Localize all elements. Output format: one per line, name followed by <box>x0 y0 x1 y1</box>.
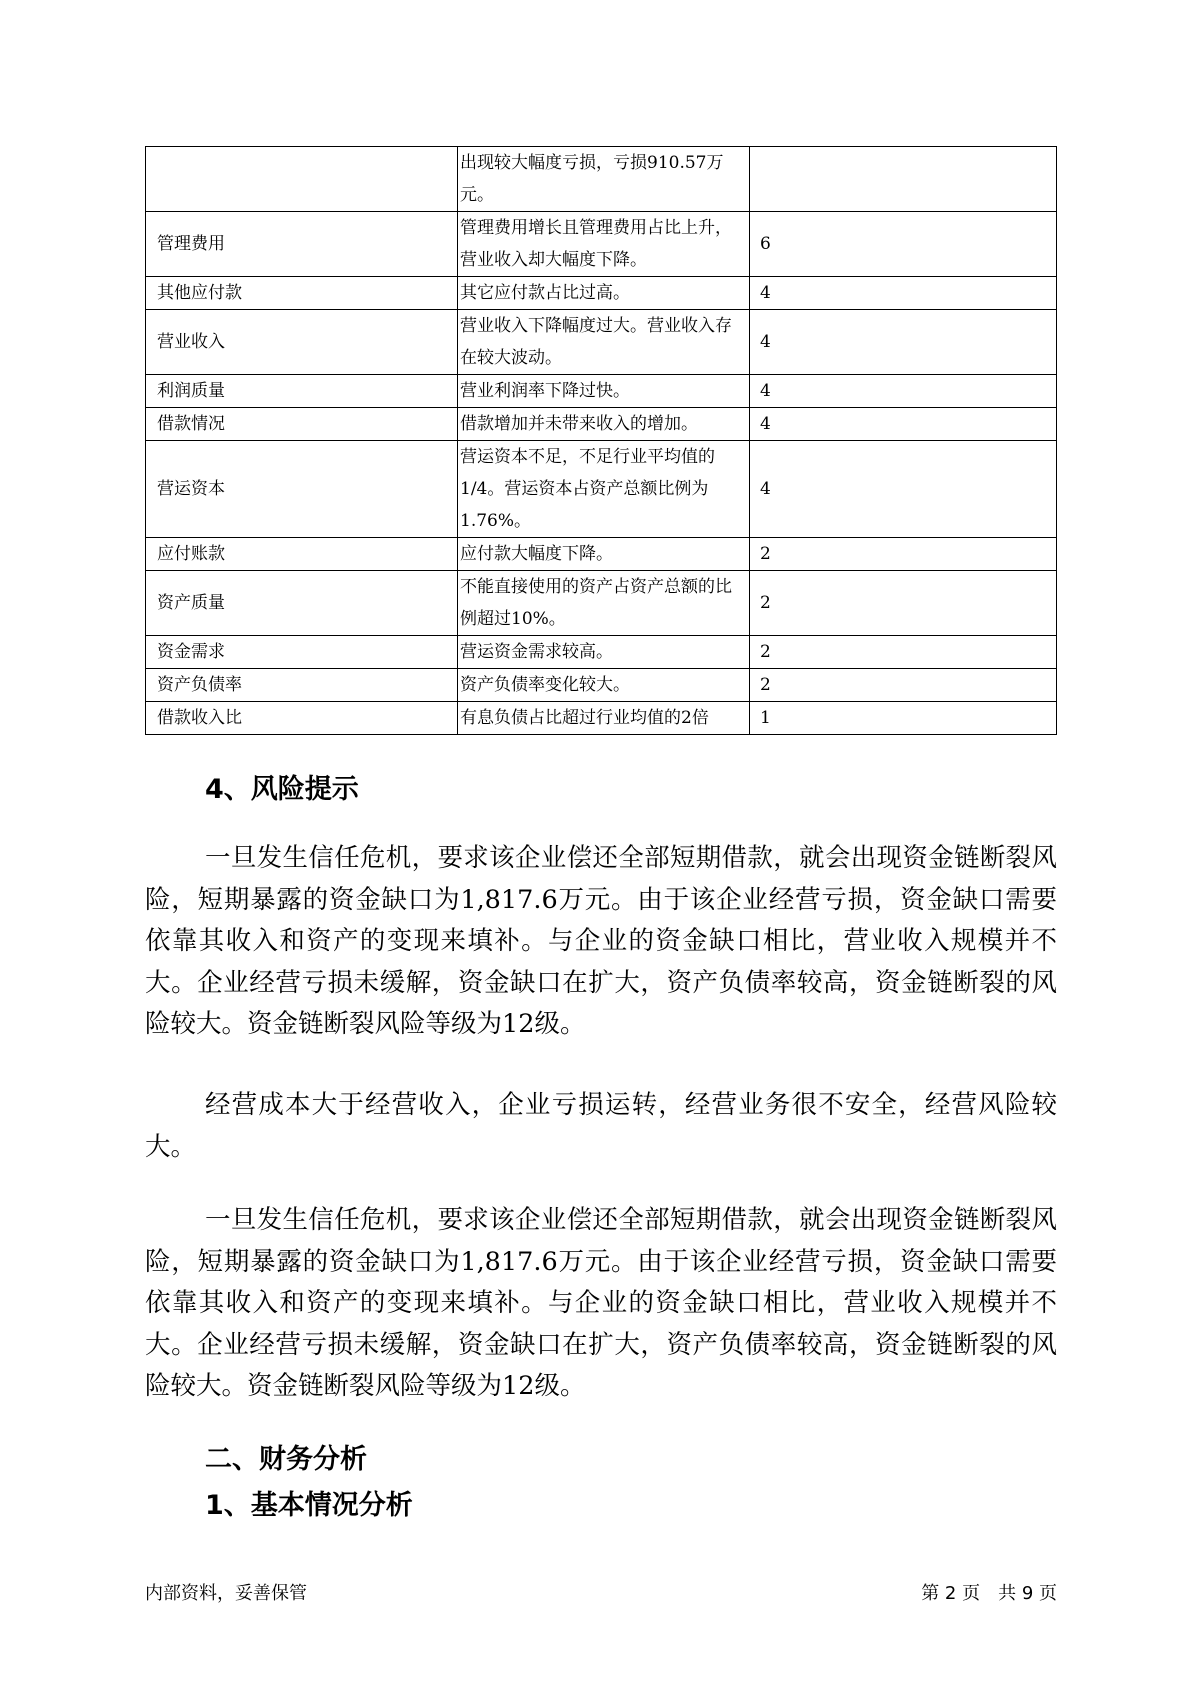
table-row <box>146 538 1057 571</box>
factor-score: 2 <box>750 636 1057 669</box>
factor-name: 营运资本 <box>146 441 458 538</box>
table-row <box>146 669 1057 702</box>
factor-description: 营运资金需求较高。 <box>458 636 750 669</box>
risk-factor-table <box>145 146 1057 735</box>
factor-description: 营业收入下降幅度过大。营业收入存在较大波动。 <box>458 310 750 375</box>
factor-name: 资产负债率 <box>146 669 458 702</box>
factor-name: 管理费用 <box>146 212 458 277</box>
risk-table-body <box>146 147 1057 735</box>
factor-score <box>750 147 1057 212</box>
factor-name: 借款情况 <box>146 408 458 441</box>
risk-paragraph-1: 一旦发生信任危机，要求该企业偿还全部短期借款，就会出现资金链断裂风险，短期暴露的资金缺口为1,817.6万元。由于该企业经营亏损，资金缺口需要依靠其收入和资产的变现来填补。与企业的资金缺口相比，营业收入规模并不大。企业经营亏损未缓解，资金缺口在扩大，资产负债率较高，资金链断裂的风险较大。资金链断裂风险等级为12级。 <box>145 843 1057 1039</box>
factor-name: 其他应付款 <box>146 277 458 310</box>
factor-name <box>146 147 458 212</box>
table-row <box>146 277 1057 310</box>
table-row <box>146 702 1057 735</box>
factor-description: 资产负债率变化较大。 <box>458 669 750 702</box>
table-row <box>146 408 1057 441</box>
factor-description: 借款增加并未带来收入的增加。 <box>458 408 750 441</box>
factor-name: 营业收入 <box>146 310 458 375</box>
factor-score: 2 <box>750 571 1057 636</box>
factor-score: 6 <box>750 212 1057 277</box>
factor-description: 其它应付款占比过高。 <box>458 277 750 310</box>
table-row <box>146 571 1057 636</box>
basic-analysis-heading: 1、基本情况分析 <box>205 1490 413 1521</box>
factor-score: 4 <box>750 375 1057 408</box>
factor-score: 4 <box>750 310 1057 375</box>
risk-paragraph-2: 经营成本大于经营收入，企业亏损运转，经营业务很不安全，经营风险较大。 <box>145 1090 1057 1162</box>
factor-description: 出现较大幅度亏损，亏损910.57万元。 <box>458 147 750 212</box>
factor-description: 营业利润率下降过快。 <box>458 375 750 408</box>
factor-description: 营运资本不足，不足行业平均值的1/4。营运资本占资产总额比例为1.76%。 <box>458 441 750 538</box>
factor-score: 4 <box>750 408 1057 441</box>
factor-score: 2 <box>750 538 1057 571</box>
table-row <box>146 212 1057 277</box>
table-row <box>146 310 1057 375</box>
factor-name: 资产质量 <box>146 571 458 636</box>
table-row <box>146 147 1057 212</box>
factor-name: 借款收入比 <box>146 702 458 735</box>
factor-name: 资金需求 <box>146 636 458 669</box>
table-row <box>146 375 1057 408</box>
risk-paragraph-3: 一旦发生信任危机，要求该企业偿还全部短期借款，就会出现资金链断裂风险，短期暴露的资金缺口为1,817.6万元。由于该企业经营亏损，资金缺口需要依靠其收入和资产的变现来填补。与企业的资金缺口相比，营业收入规模并不大。企业经营亏损未缓解，资金缺口在扩大，资产负债率较高，资金链断裂的风险较大。资金链断裂风险等级为12级。 <box>145 1205 1057 1401</box>
factor-name: 利润质量 <box>146 375 458 408</box>
factor-description: 不能直接使用的资产占资产总额的比例超过10%。 <box>458 571 750 636</box>
factor-name: 应付账款 <box>146 538 458 571</box>
factor-description: 管理费用增长且管理费用占比上升，营业收入却大幅度下降。 <box>458 212 750 277</box>
risk-section-heading: 4、风险提示 <box>205 774 359 805</box>
table-row <box>146 441 1057 538</box>
factor-description: 应付款大幅度下降。 <box>458 538 750 571</box>
footer-confidential-note: 内部资料，妥善保管 <box>145 1583 307 1604</box>
factor-score: 4 <box>750 441 1057 538</box>
table-row <box>146 636 1057 669</box>
factor-score: 4 <box>750 277 1057 310</box>
factor-score: 2 <box>750 669 1057 702</box>
factor-description: 有息负债占比超过行业均值的2倍 <box>458 702 750 735</box>
factor-score: 1 <box>750 702 1057 735</box>
footer-page-number: 第 2 页 共 9 页 <box>921 1583 1057 1604</box>
finance-section-heading: 二、财务分析 <box>205 1444 367 1475</box>
